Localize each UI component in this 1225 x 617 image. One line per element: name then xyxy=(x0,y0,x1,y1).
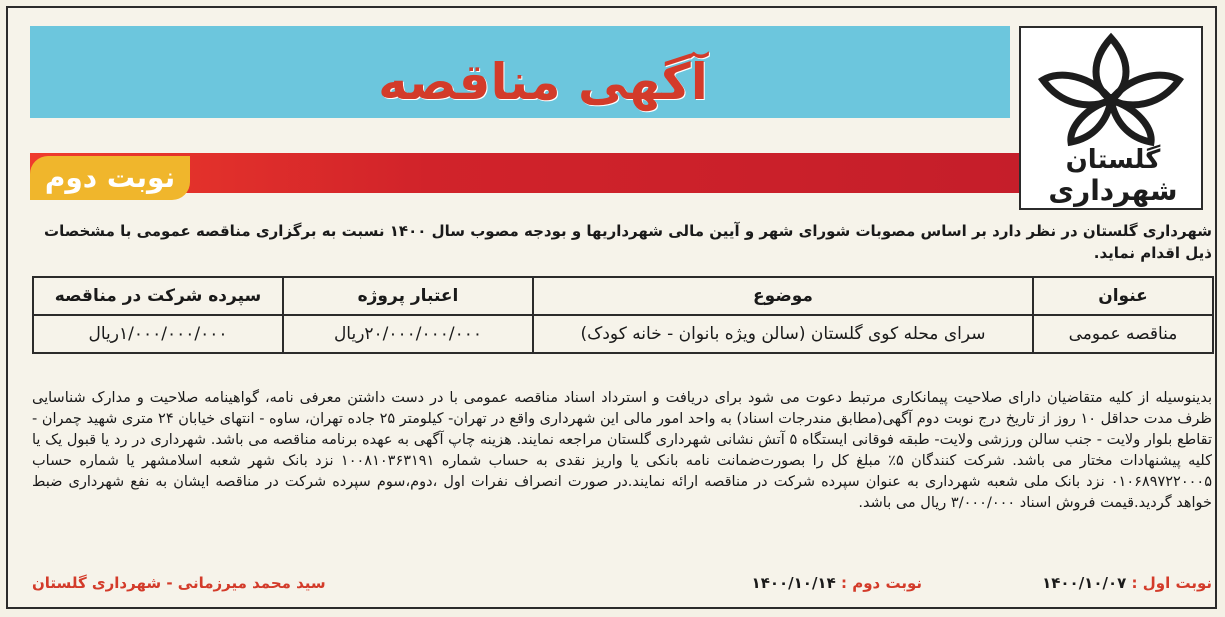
round1-date: ۱۴۰۰/۱۰/۰۷ xyxy=(1042,574,1127,592)
table-header-row xyxy=(33,277,1213,315)
column-header: اعتبار پروژه xyxy=(283,277,533,315)
municipality-logo xyxy=(1019,26,1203,210)
column-header: سپرده شرکت در مناقصه xyxy=(33,277,283,315)
notice-body xyxy=(32,388,1212,514)
flower-emblem-icon xyxy=(1021,30,1201,148)
logo-text-municipality: شهرداری xyxy=(1048,174,1178,207)
tender-notice xyxy=(6,6,1217,609)
body-paragraph-1: بدینوسیله از کلیه متقاضیان دارای صلاحیت پیمانکاری مرتبط دعوت می شود برای دریافت و استرداد اسناد مناقصه عمومی با در دست داشتن معرفی نامه، گواهینامه صلاحیت و مدارک شناسایی ظرف مدت حداقل ۱۰ روز از تاریخ درج نوبت دوم آگهی(مطابق مندرجات اسناد) به واحد امور مالی این شهرداری واقع در تهران- کیلومتر ۲۵ جاده تهران، ساوه - انتهای خیابان ۲۴ متری شهید چمران - تقاطع بلوار ولایت - جنب سالن ورزشی ولایت- طبقه فوقانی ایستگاه ۵ آتش نشانی شهرداری گلستان مراجعه نمایند. xyxy=(32,390,1212,448)
logo-text-city: گلستان xyxy=(1065,145,1161,175)
column-header: عنوان xyxy=(1033,277,1213,315)
round2-label: نوبت دوم : xyxy=(840,574,922,592)
round-badge: نوبت دوم xyxy=(30,156,190,200)
notice-footer xyxy=(32,574,1212,602)
table-row xyxy=(33,315,1213,353)
notice-title: آگهی مناقصه xyxy=(378,53,708,111)
round1-info xyxy=(1042,574,1212,592)
body-paragraph-2: هزینه چاپ آگهی به عهده برنامه مناقصه می باشد. شهرداری در رد یا قبول یک یا کلیه پیشنهادات مختار می باشد. شرکت کنندگان ۵٪ مبلغ کل را بصورت‌ضمانت نامه بانکی یا واریز نقدی به حساب شماره ۱۰۰۸۱۰۳۶۳۱۹۱ نزد بانک شهر شعبه اسلامشهر یا شماره حساب ۰۱۰۶۸۹۷۲۲۰۰۰۵ نزد بانک ملی شعبه شهرداری به عنوان سپرده شرکت در مناقصه ارائه نمایند.در صورت انصراف نفرات اول ،دوم،سوم سپرده شرکت در مناقصه ایشان به نفع شهرداری ضبط خواهد گردید.قیمت فروش اسناد ۳/۰۰۰/۰۰۰ ریال می باشد. xyxy=(32,432,1212,511)
round2-date: ۱۴۰۰/۱۰/۱۴ xyxy=(751,574,836,592)
table-cell: ۲۰/۰۰۰/۰۰۰/۰۰۰ریال xyxy=(283,315,533,353)
round1-label: نوبت اول : xyxy=(1131,574,1212,592)
table-cell: سرای محله کوی گلستان (سالن ویژه بانوان - خانه کودک) xyxy=(533,315,1033,353)
table-cell: ۱/۰۰۰/۰۰۰/۰۰۰ریال xyxy=(33,315,283,353)
round2-info xyxy=(752,574,922,592)
signature: سید محمد میرزمانی - شهرداری گلستان xyxy=(32,574,326,592)
tender-table xyxy=(32,276,1214,354)
intro-paragraph: شهرداری گلستان در نظر دارد بر اساس مصوبات شورای شهر و آیین مالی شهرداریها و بودجه مصوب سال ۱۴۰۰ نسبت به برگزاری مناقصه عمومی با مشخصات ذیل اقدام نماید. xyxy=(44,222,1212,262)
column-header: موضوع xyxy=(533,277,1033,315)
table-cell: مناقصه عمومی xyxy=(1033,315,1213,353)
